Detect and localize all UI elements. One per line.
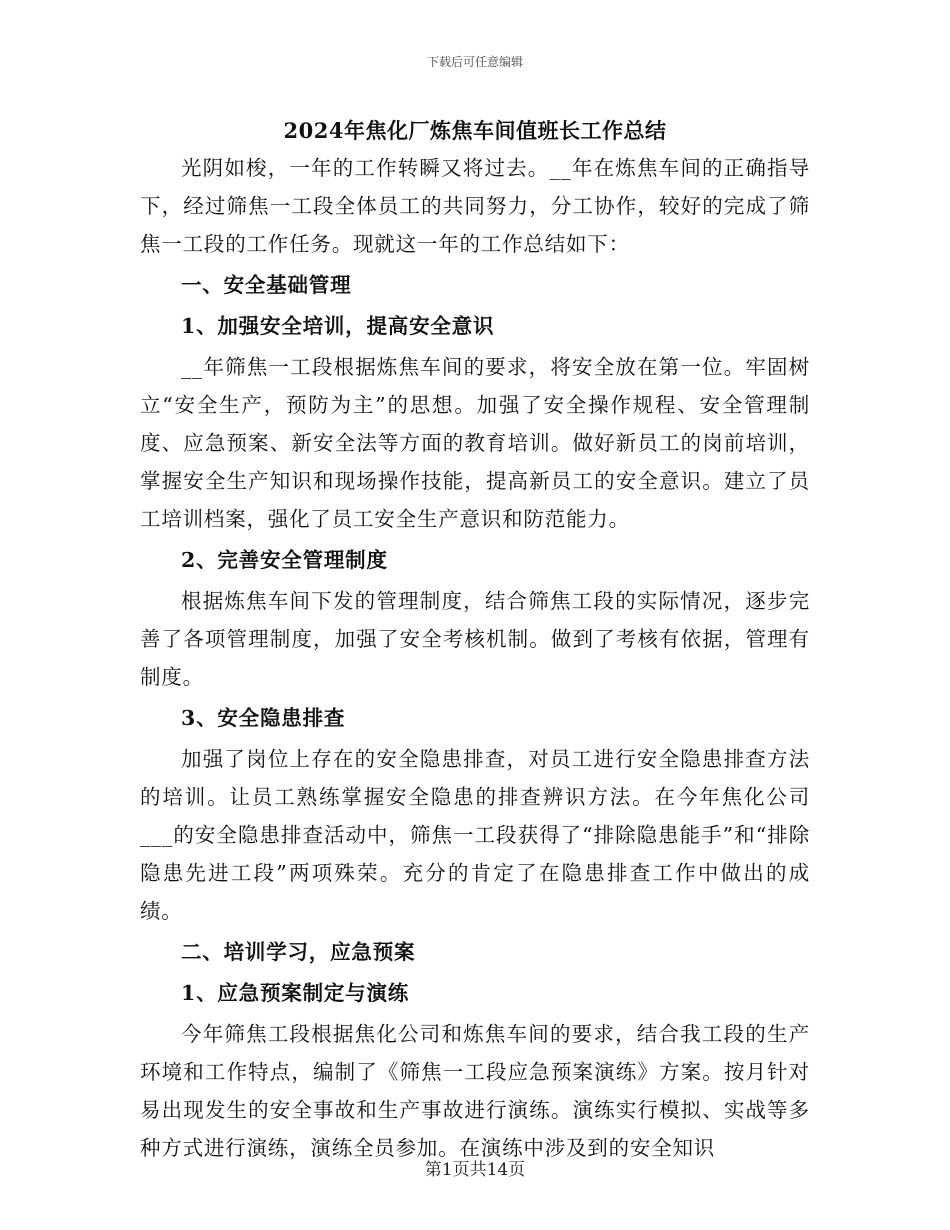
section-1-heading: 一、安全基础管理 xyxy=(181,273,352,297)
subsection-1-1-heading: 1、加强安全培训，提高安全意识 xyxy=(181,314,495,338)
subsection-1-2-heading: 2、完善安全管理制度 xyxy=(181,548,388,572)
page-footer: 第1页共14页 xyxy=(424,1160,526,1180)
subsection-1-2-paragraph: 根据炼焦车间下发的管理制度，结合筛焦工段的实际情况，逐步完善了各项管理制度，加强了安全考核机制。做到了考核有依据，管理有制度。 xyxy=(140,589,810,689)
page-header: 下载后可任意编辑 xyxy=(426,55,523,69)
subsection-1-3-paragraph: 加强了岗位上存在的安全隐患排查，对员工进行安全隐患排查方法的培训。让员工熟练掌握安全隐患的排查辨识方法。在今年焦化公司___的安全隐患排查活动中，筛焦一工段获得了“排除隐患能手”和“排除隐患先进工段”两项殊荣。充分的肯定了在隐患排查工作中做出的成绩。 xyxy=(140,747,810,923)
document-body xyxy=(140,113,810,1167)
section-2-heading: 二、培训学习，应急预案 xyxy=(181,940,416,964)
subsection-2-1-paragraph: 今年筛焦工段根据焦化公司和炼焦车间的要求，结合我工段的生产环境和工作特点，编制了《筛焦一工段应急预案演练》方案。按月针对易出现发生的安全事故和生产事故进行演练。演练实行模拟、实战等多种方式进行演练，演练全员参加。在演练中涉及到的安全知识 xyxy=(140,1022,810,1160)
intro-paragraph: 光阴如梭，一年的工作转瞬又将过去。__年在炼焦车间的正确指导下，经过筛焦一工段全体员工的共同努力，分工协作，较好的完成了筛焦一工段的工作任务。现就这一年的工作总结如下： xyxy=(140,156,810,256)
subsection-1-1-paragraph: __年筛焦一工段根据炼焦车间的要求，将安全放在第一位。牢固树立“安全生产，预防为主”的思想。加强了安全操作规程、安全管理制度、应急预案、新安全法等方面的教育培训。做好新员工的岗前培训，掌握安全生产知识和现场操作技能，提高新员工的安全意识。建立了员工培训档案，强化了员工安全生产意识和防范能力。 xyxy=(140,355,810,531)
subsection-2-1-heading: 1、应急预案制定与演练 xyxy=(181,981,410,1005)
subsection-1-3-heading: 3、安全隐患排查 xyxy=(181,706,346,730)
document-title: 2024年焦化厂炼焦车间值班长工作总结 xyxy=(283,118,667,143)
